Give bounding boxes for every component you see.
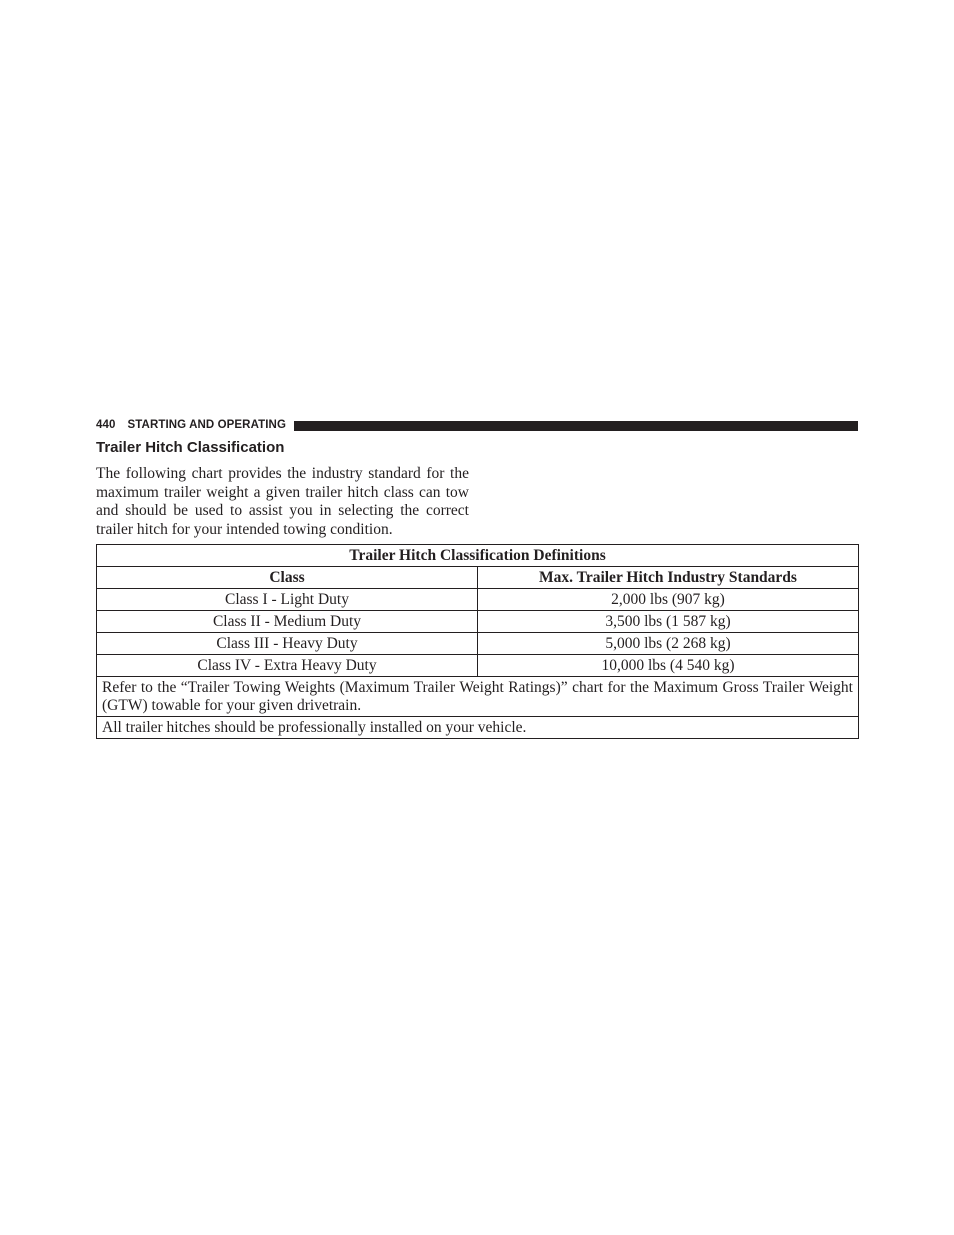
- page-number: 440: [96, 419, 116, 431]
- weight-cell: 10,000 lbs (4 540 kg): [478, 655, 859, 677]
- class-cell: Class III - Heavy Duty: [97, 633, 478, 655]
- column-header-standards: Max. Trailer Hitch Industry Standards: [478, 567, 859, 589]
- table-row: [97, 589, 859, 611]
- table-note-installation: All trailer hitches should be professionally installed on your vehicle.: [97, 717, 859, 739]
- class-cell: Class II - Medium Duty: [97, 611, 478, 633]
- table-title-row: [97, 545, 859, 567]
- page-header: [96, 416, 858, 434]
- table-row: [97, 611, 859, 633]
- weight-cell: 5,000 lbs (2 268 kg): [478, 633, 859, 655]
- running-section-title: STARTING AND OPERATING: [127, 419, 287, 431]
- column-header-class: Class: [97, 567, 478, 589]
- table-header-row: [97, 567, 859, 589]
- section-title: Trailer Hitch Classification: [96, 439, 285, 456]
- table-row: [97, 655, 859, 677]
- header-rule: [294, 421, 858, 431]
- table-row: [97, 633, 859, 655]
- intro-paragraph: The following chart provides the industry standard for the maximum trailer weight a given trailer hitch class can tow and should be used to assist you in selecting the correct trailer hitch for your intended towing condition.: [96, 465, 469, 539]
- table-title: Trailer Hitch Classification Definitions: [97, 545, 859, 567]
- weight-cell: 2,000 lbs (907 kg): [478, 589, 859, 611]
- class-cell: Class IV - Extra Heavy Duty: [97, 655, 478, 677]
- weight-cell: 3,500 lbs (1 587 kg): [478, 611, 859, 633]
- class-cell: Class I - Light Duty: [97, 589, 478, 611]
- hitch-classification-table: [96, 544, 859, 739]
- note-row: [97, 717, 859, 739]
- table-note-gtw: Refer to the “Trailer Towing Weights (Maximum Trailer Weight Ratings)” chart for the Maximum Gross Trailer Weight (GTW) towable for your given drivetrain.: [97, 677, 859, 717]
- note-row: [97, 677, 859, 717]
